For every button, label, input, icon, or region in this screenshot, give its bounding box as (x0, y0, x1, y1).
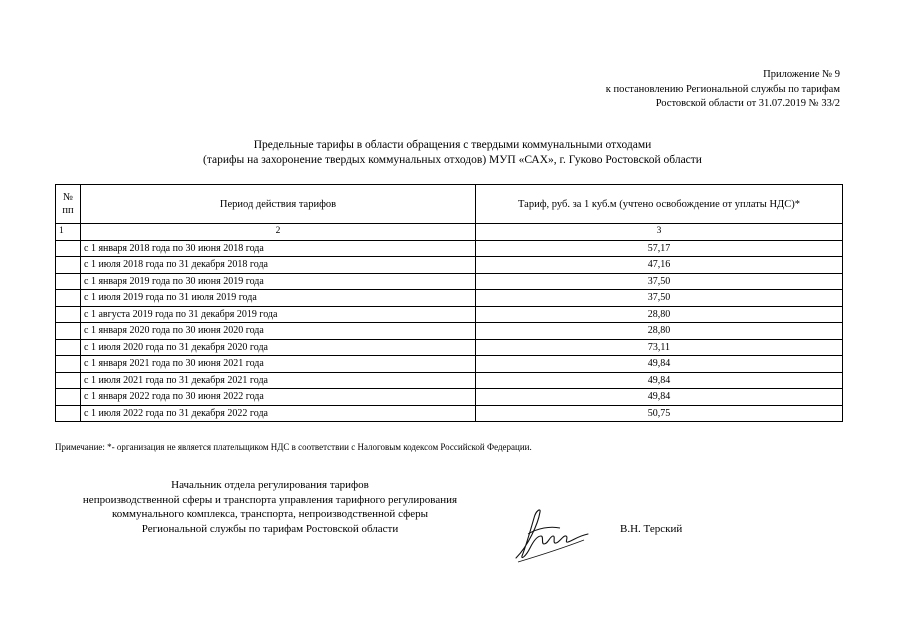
table-row (56, 339, 843, 356)
table-row (56, 240, 843, 257)
signer-title-line: коммунального комплекса, транспорта, непроизводственной сферы (112, 508, 428, 520)
table-row (56, 372, 843, 389)
tariff-value-cell: 28,80 (476, 323, 843, 340)
period-cell: с 1 августа 2019 года по 31 декабря 2019 года (81, 306, 476, 323)
row-number-cell (56, 372, 81, 389)
column-header-tariff: Тариф, руб. за 1 куб.м (учтено освобождение от уплаты НДС)* (476, 185, 843, 224)
period-cell: с 1 июля 2019 года по 31 июля 2019 года (81, 290, 476, 307)
column-header-period: Период действия тарифов (81, 185, 476, 224)
tariff-value-cell: 73,11 (476, 339, 843, 356)
tariff-value-cell: 37,50 (476, 273, 843, 290)
tariff-value-cell: 49,84 (476, 372, 843, 389)
period-cell: с 1 июля 2021 года по 31 декабря 2021 года (81, 372, 476, 389)
table-row (56, 306, 843, 323)
tariff-value-cell: 28,80 (476, 306, 843, 323)
tariff-value-cell: 47,16 (476, 257, 843, 274)
appendix-line: к постановлению Региональной службы по тарифам (605, 83, 840, 95)
signer-title-line: Начальник отдела регулирования тарифов (171, 479, 369, 491)
signer-title-line: Региональной службы по тарифам Ростовской области (141, 522, 399, 535)
signer-name: В.Н. Терский (620, 523, 683, 535)
row-number-cell (56, 323, 81, 340)
row-number-cell (56, 339, 81, 356)
document-title (0, 138, 905, 168)
row-number-cell (56, 257, 81, 274)
appendix-header (606, 68, 840, 112)
tariff-value-cell: 50,75 (476, 405, 843, 422)
table-row (56, 290, 843, 307)
row-number-cell (56, 356, 81, 373)
table-row (56, 356, 843, 373)
table-row (56, 323, 843, 340)
table-row (56, 257, 843, 274)
column-index-row (56, 224, 843, 241)
row-number-cell (56, 389, 81, 406)
row-number-cell (56, 240, 81, 257)
tariff-value-cell: 37,50 (476, 290, 843, 307)
row-number-cell (56, 306, 81, 323)
signer-title-line: непроизводственной сферы и транспорта управления тарифного регулирования (82, 493, 458, 506)
appendix-line: Приложение № 9 (763, 69, 840, 80)
tariff-value-cell: 57,17 (476, 240, 843, 257)
column-index: 3 (476, 224, 843, 241)
period-cell: с 1 января 2021 года по 30 июня 2021 года (81, 356, 476, 373)
period-cell: с 1 июля 2018 года по 31 декабря 2018 года (81, 257, 476, 274)
period-cell: с 1 июля 2020 года по 31 декабря 2020 года (81, 339, 476, 356)
period-cell: с 1 января 2018 года по 30 июня 2018 года (81, 240, 476, 257)
period-cell: с 1 января 2019 года по 30 июня 2019 года (81, 273, 476, 290)
tariff-value-cell: 49,84 (476, 356, 843, 373)
table-row (56, 405, 843, 422)
footnote: Примечание: *- организация не является плательщиком НДС в соответствии с Налоговым кодексом Российской Федерации. (55, 442, 532, 452)
period-cell: с 1 января 2020 года по 30 июня 2020 года (81, 323, 476, 340)
appendix-line: Ростовской области от 31.07.2019 № 33/2 (655, 98, 840, 109)
tariff-value-cell: 49,84 (476, 389, 843, 406)
row-number-cell (56, 405, 81, 422)
table-row (56, 273, 843, 290)
table-row (56, 389, 843, 406)
row-number-cell (56, 273, 81, 290)
title-line: (тарифы на захоронение твердых коммунальных отходов) МУП «САХ», г. Гуково Ростовской области (203, 154, 702, 166)
row-number-cell (56, 290, 81, 307)
column-index: 1 (56, 224, 81, 241)
table-header-row (56, 185, 843, 224)
column-index: 2 (81, 224, 476, 241)
column-header-number: № пп (56, 185, 81, 224)
signer-title (55, 478, 485, 536)
period-cell: с 1 июля 2022 года по 31 декабря 2022 года (81, 405, 476, 422)
period-cell: с 1 января 2022 года по 30 июня 2022 года (81, 389, 476, 406)
title-line: Предельные тарифы в области обращения с твердыми коммунальными отходами (253, 139, 652, 151)
tariff-table (55, 184, 843, 422)
handwritten-signature (508, 506, 593, 566)
